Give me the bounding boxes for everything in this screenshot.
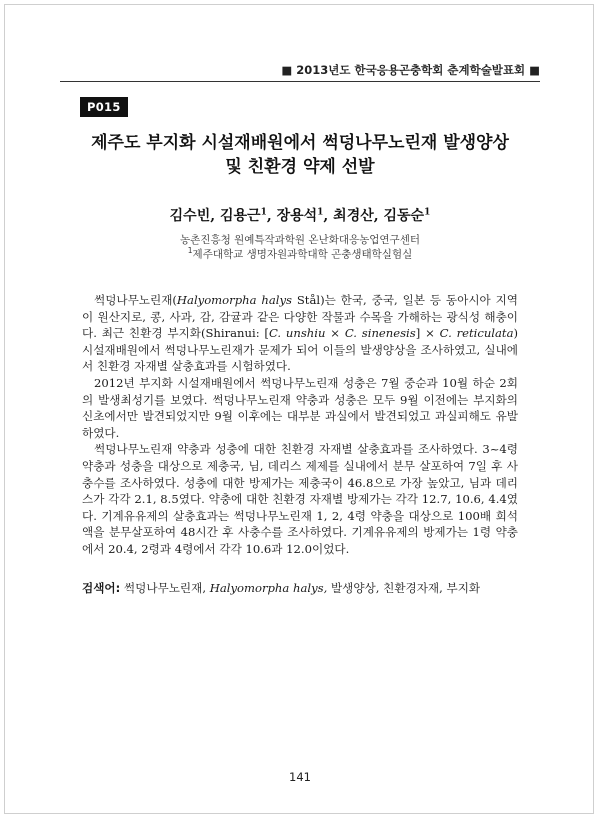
abstract-p1-text-3: × — [325, 326, 345, 341]
title-line-1: 제주도 부지화 시설재배원에서 썩덩나무노린재 발생양상 — [91, 133, 509, 153]
affiliation-2-text: 제주대학교 생명자원과학대학 곤충생태학실험실 — [192, 248, 413, 261]
abstract — [82, 292, 518, 558]
author-3: 장용석 — [276, 208, 318, 224]
author-sep-1: , — [210, 208, 220, 224]
author-sep-3: , — [323, 208, 334, 224]
author-sep-2: , — [266, 208, 277, 224]
header-rule — [60, 81, 540, 82]
keywords — [82, 580, 518, 596]
author-4: 최경산 — [333, 208, 374, 224]
abstract-p1-species-b: C. sinenesis — [344, 326, 416, 341]
abstract-paragraph-2: 2012년 부지화 시설재배원에서 썩덩나무노린재 성충은 7월 중순과 10월 하순 2회의 발생최성기를 보였다. 썩덩나무노린재 약충과 성충은 모두 9월 이전에는 부지화의 신초에서만 발견되었지만 9월 이후에는 대부분 과실에서 발견되었고 과실피해도 유발하였다. — [82, 375, 518, 440]
paper-title — [60, 131, 540, 179]
page-number: 141 — [289, 770, 311, 784]
keywords-text-2: 발생양상, 친환경자재, 부지화 — [327, 581, 481, 595]
abstract-p1-species-a: C. unshiu — [268, 326, 326, 341]
affiliation-2 — [60, 246, 540, 262]
affiliation-2-mark: 1 — [187, 246, 193, 255]
author-3-affil-mark: 1 — [317, 207, 324, 218]
keywords-text-1: 썩덩나무노린재, — [120, 581, 210, 595]
author-2: 김용근 — [219, 208, 261, 224]
author-list — [60, 205, 540, 225]
running-header: ■ 2013년도 한국응용곤충학회 춘계학술발표회 ■ — [281, 63, 540, 77]
abstract-paragraph-1 — [82, 292, 518, 375]
author-5: 김동순 — [383, 208, 425, 224]
affiliation-1: 농촌진흥청 원예특작과학원 온난화대응농업연구센터 — [180, 234, 420, 246]
author-5-affil-mark: 1 — [424, 207, 431, 218]
abstract-p1-text-4: ] × — [415, 326, 440, 341]
abstract-p1-species: Halyomorpha halys — [176, 293, 292, 307]
author-2-affil-mark: 1 — [260, 207, 267, 218]
abstract-p1-text-1: 썩덩나무노린재( — [94, 293, 177, 307]
keywords-label: 검색어: — [82, 581, 121, 595]
abstract-p1-species-c: C. reticulata — [439, 326, 514, 341]
abstract-p1-text-5: ) 시설재배원에서 썩덩나무노린재가 문제가 되어 이들의 발생양상을 조사하였고, 실내에서 친환경 자재별 살충효과를 시험하였다. — [82, 326, 519, 374]
author-1: 김수빈 — [169, 208, 211, 224]
abstract-p1-text-2: Stål)는 한국, 중국, 일본 등 동아시아 지역이 원산지로, 콩, 사과, 감, 감귤과 같은 다양한 작물과 수목을 가해하는 광식성 해충이다. 최근 친환경 부지화(Shiranui: [ — [82, 293, 518, 341]
title-line-2: 및 친환경 약제 선발 — [225, 157, 375, 177]
author-sep-4: , — [373, 208, 384, 224]
abstract-paragraph-3: 썩덩나무노린재 약충과 성충에 대한 친환경 자재별 살충효과를 조사하였다. 3~4령 약충과 성충을 대상으로 제충국, 님, 데리스 제제를 실내에서 분무 살포하여 7일 후 사충수를 조사하였다. 성충에 대한 방제가는 제충국이 46.8으로 가장 높았고, 님과 데리스가 각각 2.1, 8.5였다. 약충에 대한 친환경 자재별 방제가는 각각 12.7, 10.6, 4.4였다. 기계유유제의 살충효과는 썩덩나무노린재 1, 2, 4령 약충을 대상으로 100배 희석액을 분무살포하여 48시간 후 사충수를 조사하였다. 기계유유제의 방제가는 1령 약충에서 20.4, 2령과 4령에서 각각 10.6과 12.0이었다. — [82, 442, 518, 556]
keywords-species: Halyomorpha halys, — [209, 581, 328, 595]
poster-id-badge: P015 — [80, 97, 128, 117]
